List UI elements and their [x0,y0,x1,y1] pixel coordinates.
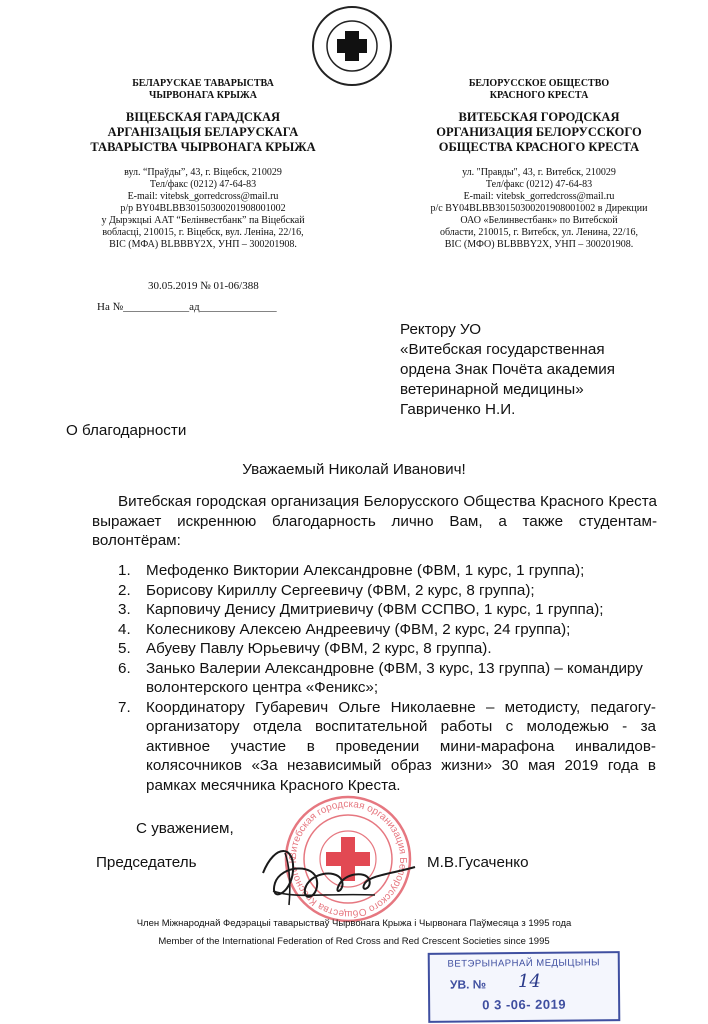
signature-icon [255,833,425,913]
list-item [118,581,656,601]
received-stamp [428,951,621,1023]
list-item [118,659,656,698]
volunteer-list [118,561,656,795]
addressee-line5: Гавриченко Н.И. [400,401,516,418]
address-by-line4: р/р BY04BLBB30150300201908001002 [120,203,286,214]
red-cross-logo-icon [310,4,394,88]
reply-blank2: ______________ [199,301,277,313]
list-item-text: Борисову Кириллу Сергеевичу (ФВМ, 2 курс, 8 группа); [146,581,535,599]
addressee-line2: «Витебская государственная [400,341,605,358]
addressee-block [400,320,690,420]
reply-reference [97,301,277,313]
received-stamp-num-value: 14 [517,970,541,993]
address-ru-line2: Тел/факс (0212) 47-64-83 [485,179,593,190]
list-item [118,698,656,796]
header-right [408,78,670,251]
list-item-number: 3. [118,601,131,618]
list-item-number: 5. [118,640,131,657]
list-item-text: Абуеву Павлу Юрьевичу (ФВМ, 2 курс, 8 группа). [146,640,492,657]
salutation: Уважаемый Николай Иванович! [242,461,466,478]
doc-date-number: 30.05.2019 № 01-06/388 [148,280,259,292]
org-short-ru-line1: БЕЛОРУССКОЕ ОБЩЕСТВО [468,78,610,89]
addressee-line1: Ректору УО [400,321,482,338]
list-item [118,561,656,581]
org-short-by-line1: БЕЛАРУСКАЕ ТАВАРЫСТВА [132,78,274,89]
red-cross-logo [310,4,394,88]
address-ru-line7: BIC (МФО) BLBBBY2X, УНП – 300201908. [444,239,634,250]
address-by-line5: у Дырэкцыі ААТ “Белінвестбанк” па Віцебскай [101,215,305,226]
reply-mid: ад [189,301,200,313]
seal-ring-text: Витебская городская организация Белорусского Общества Красного К [287,798,409,920]
org-long-ru-line2: ОРГАНИЗАЦИЯ БЕЛОРУССКОГО [436,125,642,139]
address-ru-line3: E-mail: vitebsk_gorredcross@mail.ru [463,191,615,202]
address-ru-line5: ОАО «Белинвестбанк» по Витебской [460,215,618,226]
list-item-number: 2. [118,581,131,599]
org-long-by-line1: ВІЦЕБСКАЯ ГАРАДСКАЯ [125,110,281,124]
closing: С уважением, [136,820,234,837]
received-stamp-title: ВЕТЭРЫНАРНАЙ МЕДЫЦЫНЫ [447,957,601,970]
received-stamp-date: 0 3 -06- 2019 [482,996,567,1013]
org-long-ru-line1: ВИТЕБСКАЯ ГОРОДСКАЯ [458,110,620,124]
header-left [72,78,334,251]
org-long-ru-line3: ОБЩЕСТВА КРАСНОГО КРЕСТА [438,140,640,154]
list-item-text: Координатору Губаревич Ольге Николаевне – методисту, педагогу-организатору отдела воспитательной работы с молодежью - за активное участие в проведении мини-марафона инвалидов-колясочников «За независимый образ жизни» 30 мая 2019 года в рамках месячника Красного Креста. [146,698,656,794]
address-by-line6: вобласці, 210015, г. Віцебск, вул. Леніна, 22/16, [102,227,304,238]
address-by-line3: E-mail: vitebsk_gorredcross@mail.ru [127,191,279,202]
org-long-by-line3: ТАВАРЫСТВА ЧЫРВОНАГА КРЫЖА [90,140,316,154]
reply-prefix: На № [97,301,124,313]
list-item-text: Мефоденко Виктории Александровне (ФВМ, 1 курс, 1 группа); [146,562,585,579]
footer-line-en: Member of the International Federation of Red Cross and Red Crescent Societies since 1995 [158,936,550,947]
received-stamp-num-label: УВ. № [449,977,487,992]
address-ru-line6: области, 210015, г. Витебск, ул. Ленина, 22/16, [439,227,639,238]
signature-position: Председатель [96,854,197,871]
org-short-by-line2: ЧЫРВОНАГА КРЫЖА [149,90,257,101]
list-item-number: 1. [118,562,131,579]
address-by-line1: вул. “Праўды”, 43, г. Віцебск, 210029 [124,167,282,178]
footer-line-by: Член Міжнароднай Федэрацыі таварыстваў Чырвонага Крыжа і Чырвонага Паўмесяца з 1995 года [136,918,572,929]
subject-line: О благодарности [66,422,187,439]
addressee-line3: ордена Знак Почёта академия [400,361,615,378]
list-item-number: 4. [118,620,131,638]
list-item-number: 6. [118,659,131,677]
signature-name: М.В.Гусаченко [427,854,529,871]
org-long-by-line2: АРГАНІЗАЦЫЯ БЕЛАРУСКАГА [107,125,299,139]
list-item-text: Карповичу Денису Дмитриевичу (ФВМ ССПВО, 1 курс, 1 группа); [146,601,604,618]
intro-paragraph: Витебская городская организация Белорусского Общества Красного Креста выражает искреннюю благодарность лично Вам, а также студентам-волонтёрам: [92,493,657,549]
handwritten-signature [255,833,425,913]
address-by-line2: Тел/факс (0212) 47-64-83 [149,179,257,190]
list-item-number: 7. [118,698,131,716]
address-ru-line1: ул. "Правды", 43, г. Витебск, 210029 [462,167,616,178]
list-item [118,639,656,659]
list-item [118,620,656,640]
address-by-line7: BIC (МФА) BLBBBY2X, УНП – 300201908. [109,239,297,250]
list-item-text: Колесникову Алексею Андреевичу (ФВМ, 2 курс, 24 группа); [146,620,571,638]
addressee-line4: ветеринарной медицины» [400,381,584,398]
reply-blank: ____________ [123,301,190,313]
list-item-text: Занько Валерии Александровне (ФВМ, 3 курс, 13 группа) – командиру волонтерского центра «Феникс»; [146,659,643,696]
list-item [118,600,656,620]
address-ru-line4: р/с BY04BLBB30150300201908001002 в Дирекции [430,203,648,214]
org-short-ru-line2: КРАСНОГО КРЕСТА [489,90,589,101]
